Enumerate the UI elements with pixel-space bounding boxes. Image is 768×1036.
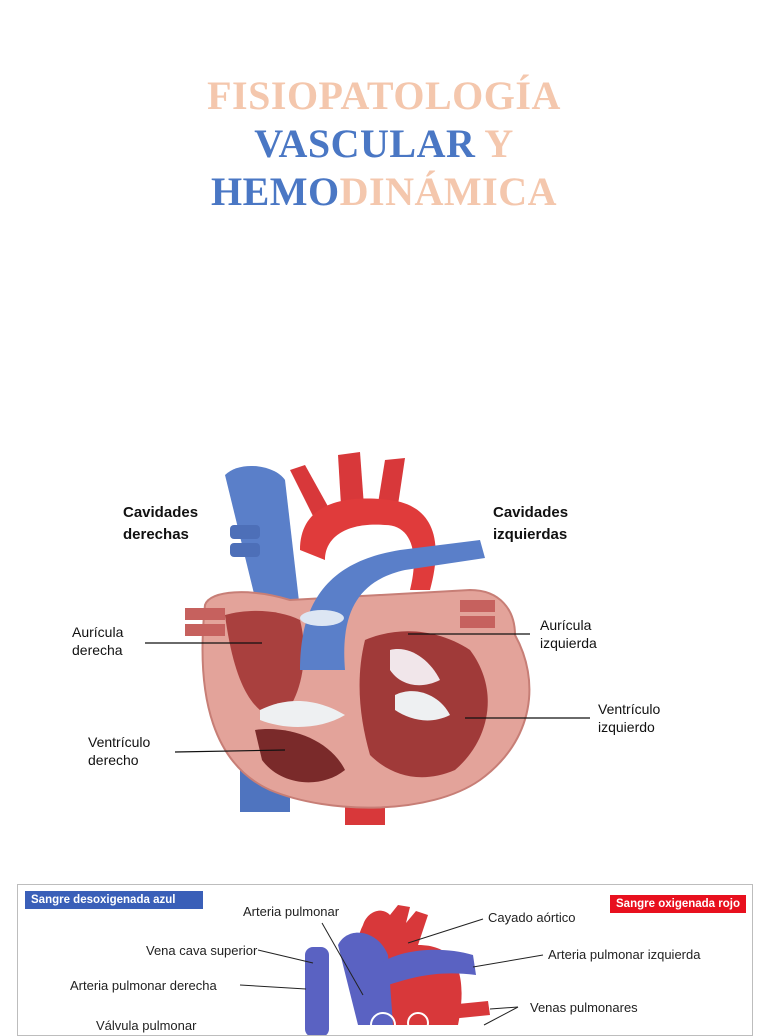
label-left-atrium [540,616,597,652]
label-right-atrium-line1: Aurícula [72,624,124,640]
label-left-ventricle-line2: izquierdo [598,719,655,735]
label-pulmonary-veins: Venas pulmonares [530,1000,638,1015]
oxygenated-blood-badge: Sangre oxigenada rojo [610,895,746,913]
title-y: Y [475,121,514,166]
label-right-ventricle-line1: Ventrículo [88,734,151,750]
label-left-ventricle-line1: Ventrículo [598,701,661,717]
label-left-ventricle [598,700,660,736]
deoxygenated-blood-badge: Sangre desoxigenada azul [25,891,203,909]
label-right-ventricle [88,733,150,769]
label-right-atrium [72,623,123,659]
circulation-diagram-panel [17,884,753,1036]
label-left-cavities-line2: izquierdas [493,526,568,543]
label-left-atrium-line2: izquierda [540,635,597,651]
title-line-1: FISIOPATOLOGÍA [207,73,561,118]
label-pulmonary-valve: Válvula pulmonar [96,1018,197,1033]
label-left-atrium-line1: Aurícula [540,617,592,633]
heart-body [185,590,529,808]
label-right-cavities-line2: derechas [123,526,189,543]
label-right-cavities [123,502,198,546]
page-title [0,72,768,216]
label-left-cavities [493,502,568,546]
label-left-pulmonary-artery: Arteria pulmonar izquierda [548,947,701,962]
title-vascular: VASCULAR [254,121,476,166]
label-left-cavities-line1: Cavidades [493,504,569,521]
label-aortic-arch: Cayado aórtico [488,910,576,925]
label-superior-vena-cava: Vena cava superior [146,943,258,958]
label-right-pulmonary-artery: Arteria pulmonar derecha [70,978,217,993]
title-dinamica: DINÁMICA [339,169,557,214]
label-right-cavities-line1: Cavidades [123,504,199,521]
label-right-atrium-line2: derecha [72,642,123,658]
label-right-ventricle-line2: derecho [88,752,139,768]
label-pulmonary-artery: Arteria pulmonar [243,904,340,919]
title-hemo: HEMO [211,169,340,214]
